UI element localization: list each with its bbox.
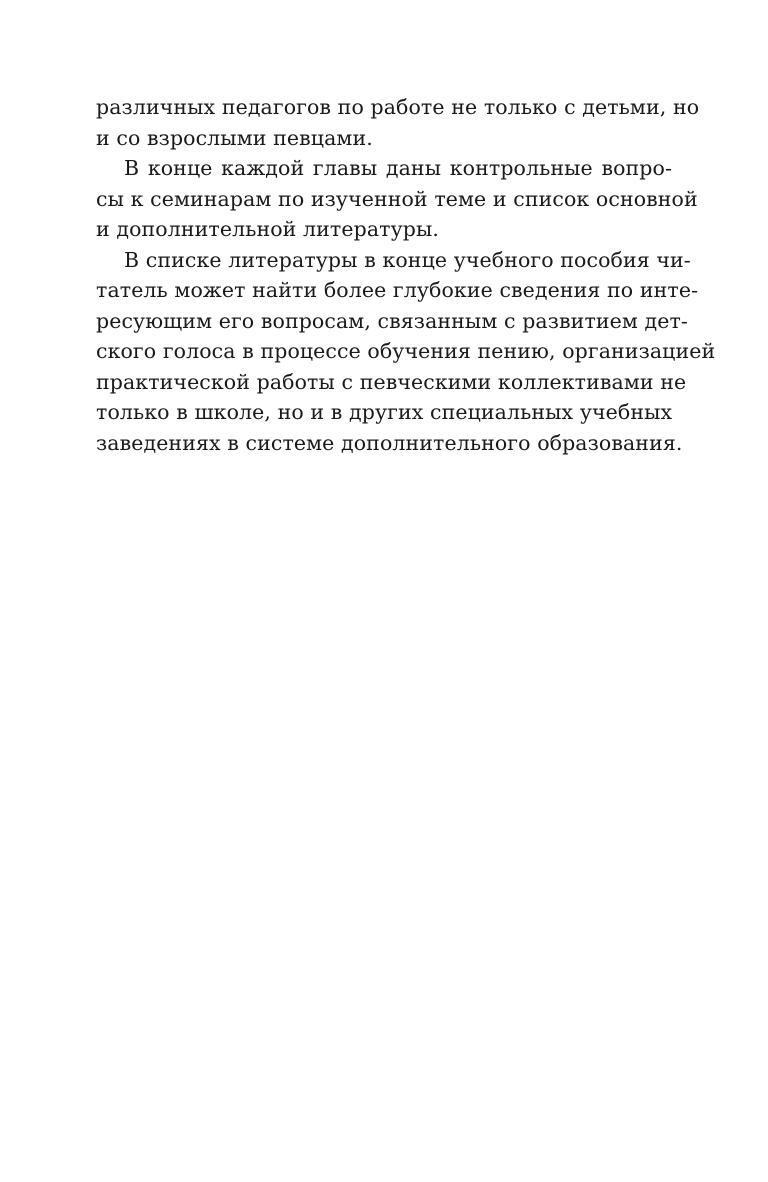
text-line: В списке литературы в конце учебного пособия чи- [124, 247, 691, 272]
text-line: заведениях в системе дополнительного образования. [96, 430, 683, 455]
text-line: ресующим его вопросам, связанным с развитием дет- [96, 308, 688, 333]
page-body [96, 92, 716, 458]
text-line: различных педагогов по работе не только с детьми, но [96, 95, 700, 119]
text-line: ского голоса в процессе обучения пению, организацией [96, 339, 716, 363]
paragraph [96, 92, 700, 153]
text-line: татель может найти более глубокие сведения по инте- [96, 278, 699, 302]
text-line: и дополнительной литературы. [96, 217, 440, 241]
text-line: практической работы с певческими коллективами не [96, 369, 687, 394]
paragraph [96, 245, 716, 459]
text-line: В конце каждой главы даны контрольные вопро- [124, 156, 672, 180]
text-line: сы к семинарам по изученной теме и список основной [96, 186, 698, 211]
text-line: и со взрослыми певцами. [96, 125, 373, 150]
paragraph [96, 153, 698, 245]
text-line: только в школе, но и в других специальных учебных [96, 400, 673, 424]
